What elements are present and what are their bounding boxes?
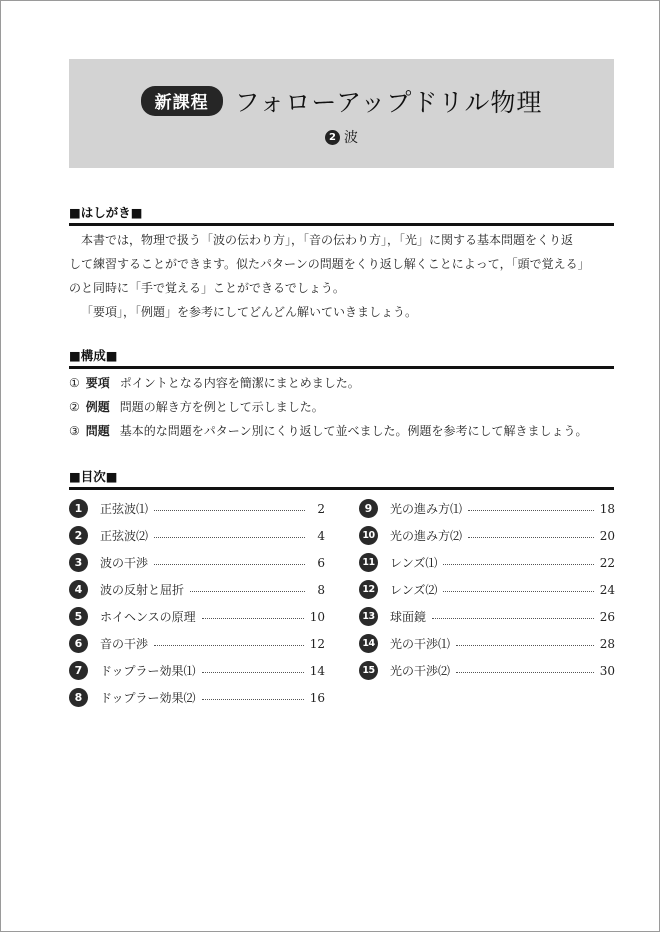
toc-entry-title: ホイヘンスの原理: [100, 610, 196, 624]
volume-number-badge: 2: [325, 130, 340, 145]
toc-page-number: 30: [599, 663, 615, 678]
chapter-number-badge: 9: [359, 499, 378, 518]
toc-leader-dots: [468, 537, 594, 538]
toc-page-number: 12: [309, 636, 325, 651]
chapter-number-badge: 4: [69, 580, 88, 599]
structure-term: 例題: [85, 400, 110, 414]
toc-page-number: 8: [317, 582, 325, 597]
toc-leader-dots: [154, 510, 305, 511]
toc-heading: ■目次■: [69, 467, 614, 490]
toc-entry-title: レンズ⑵: [390, 583, 438, 597]
toc-entry-title: 波の反射と屈折: [100, 583, 185, 597]
chapter-number-badge: 14: [359, 634, 378, 653]
chapter-number-badge: 11: [359, 553, 378, 572]
toc-entry[interactable]: [359, 549, 615, 576]
chapter-number-badge: 7: [69, 661, 88, 680]
chapter-number-badge: 8: [69, 688, 88, 707]
toc-entry[interactable]: [69, 522, 325, 549]
structure-heading: ■構成■: [69, 346, 614, 369]
structure-item: [69, 419, 629, 443]
toc-entry-title: 光の進み方⑴: [390, 502, 463, 516]
toc-page-number: 18: [599, 501, 615, 516]
structure-desc: 基本的な問題をパターン別にくり返して並べました。例題を参考にして解きましょう。: [119, 424, 588, 438]
chapter-number-badge: 2: [69, 526, 88, 545]
toc-leader-dots: [456, 672, 594, 673]
structure-term: 問題: [85, 424, 110, 438]
toc-entry[interactable]: [359, 522, 615, 549]
toc-leader-dots: [154, 645, 304, 646]
toc-leader-dots: [202, 699, 304, 700]
toc-leader-dots: [456, 645, 594, 646]
structure-mark: ①: [69, 376, 80, 390]
chapter-number-badge: 13: [359, 607, 378, 626]
toc-entry-title: 光の干渉⑴: [390, 637, 451, 651]
toc-page-number: 26: [599, 609, 615, 624]
toc-leader-dots: [154, 564, 305, 565]
structure-item: [69, 395, 629, 419]
toc-entry[interactable]: [69, 549, 325, 576]
toc-entry-title: 正弦波⑴: [100, 502, 149, 516]
toc-entry-title: 音の干渉: [100, 637, 149, 651]
toc-leader-dots: [432, 618, 594, 619]
toc-leader-dots: [190, 591, 305, 592]
book-title: フォローアップドリル物理: [234, 88, 543, 117]
chapter-number-badge: 5: [69, 607, 88, 626]
toc-entry[interactable]: [69, 630, 325, 657]
preface-heading: ■はしがき■: [69, 203, 614, 226]
toc-entry[interactable]: [69, 495, 325, 522]
toc-page-number: 6: [317, 555, 325, 570]
preface-text: [69, 228, 617, 324]
toc-entry[interactable]: [69, 603, 325, 630]
structure-mark: ②: [69, 400, 80, 414]
toc-entry[interactable]: [359, 657, 615, 684]
toc-column-left: [69, 495, 325, 711]
toc-entry[interactable]: [69, 576, 325, 603]
toc-entry-title: ドップラー効果⑴: [100, 664, 196, 678]
toc-leader-dots: [202, 618, 304, 619]
toc-page-number: 22: [599, 555, 615, 570]
structure-item: [69, 371, 629, 395]
toc-column-right: [359, 495, 615, 684]
volume-title: 波: [344, 130, 358, 146]
toc-entry[interactable]: [359, 603, 615, 630]
toc-page-number: 10: [309, 609, 325, 624]
toc-entry-title: 光の進み方⑵: [390, 529, 463, 543]
toc-page-number: 28: [599, 636, 615, 651]
chapter-number-badge: 12: [359, 580, 378, 599]
preface-line: して練習することができます。似たパターンの問題をくり返し解くことによって，「頭で覚える」: [69, 257, 590, 271]
structure-desc: ポイントとなる内容を簡潔にまとめました。: [119, 376, 360, 390]
chapter-number-badge: 15: [359, 661, 378, 680]
structure-mark: ③: [69, 424, 80, 438]
toc-entry-title: ドップラー効果⑵: [100, 691, 196, 705]
chapter-number-badge: 6: [69, 634, 88, 653]
toc-leader-dots: [443, 564, 593, 565]
toc-entry-title: 光の干渉⑵: [390, 664, 451, 678]
structure-term: 要項: [85, 376, 110, 390]
toc-entry[interactable]: [69, 657, 325, 684]
toc-entry-title: 正弦波⑵: [100, 529, 149, 543]
toc-page-number: 16: [309, 690, 325, 705]
chapter-number-badge: 3: [69, 553, 88, 572]
structure-list: [69, 371, 629, 443]
chapter-number-badge: 1: [69, 499, 88, 518]
toc-leader-dots: [154, 537, 305, 538]
toc-entry-title: 球面鏡: [390, 610, 427, 624]
toc-entry[interactable]: [359, 495, 615, 522]
toc-page-number: 2: [317, 501, 325, 516]
toc-entry[interactable]: [69, 684, 325, 711]
toc-entry-title: レンズ⑴: [390, 556, 438, 570]
toc-entry[interactable]: [359, 576, 615, 603]
toc-entry-title: 波の干渉: [100, 556, 149, 570]
title-banner: [69, 59, 614, 168]
structure-desc: 問題の解き方を例として示しました。: [119, 400, 324, 414]
preface-line: 「要項」，「例題」を参考にしてどんどん解いていきましょう。: [81, 305, 418, 319]
toc-page-number: 4: [317, 528, 325, 543]
toc-entry[interactable]: [359, 630, 615, 657]
preface-line: 本書では，物理で扱う「波の伝わり方」，「音の伝わり方」，「光」に関する基本問題をくり返: [81, 233, 574, 247]
toc-leader-dots: [443, 591, 593, 592]
title-row: [69, 83, 614, 119]
chapter-number-badge: 10: [359, 526, 378, 545]
volume-subtitle: [69, 127, 614, 147]
course-badge: 新課程: [141, 86, 223, 116]
toc-page-number: 14: [309, 663, 325, 678]
toc-leader-dots: [468, 510, 594, 511]
toc-leader-dots: [202, 672, 304, 673]
preface-line: のと同時に「手で覚える」ことができるでしょう。: [69, 281, 345, 295]
toc-page-number: 20: [599, 528, 615, 543]
toc-page-number: 24: [599, 582, 615, 597]
